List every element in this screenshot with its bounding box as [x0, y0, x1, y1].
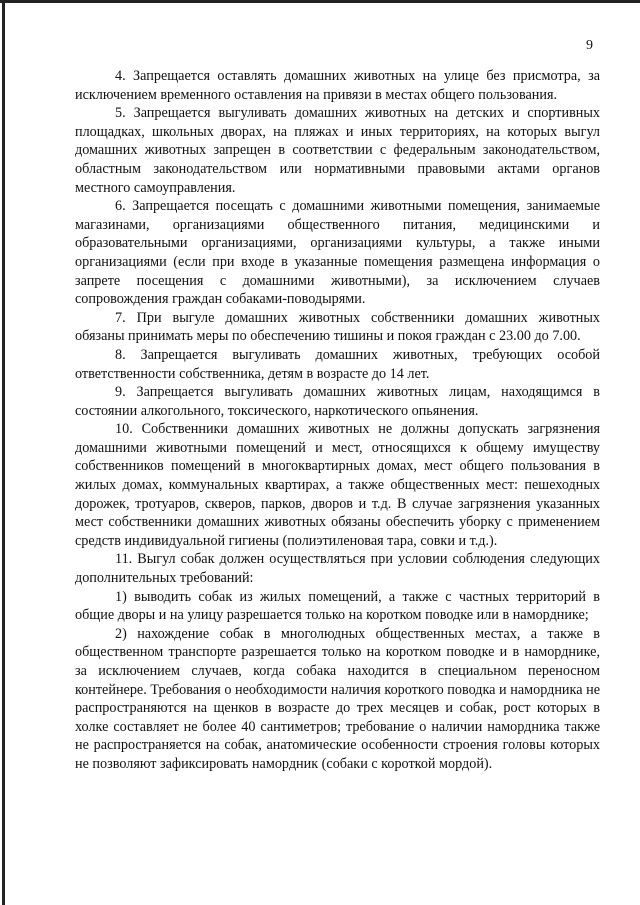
- paragraph-10: 10. Собственники домашних животных не должны допускать загрязнения домашними животными помещений и мест, относящихся к общему имуществу собственников помещений в многоквартирных домах, мест общего пользования в жилых домах, коммунальных квартирах, а также общественных мест: пешеходных дорожек, тротуаров, скверов, парков, дворов и т.д. В случае загрязнения указанных мест собственники домашних животных обязаны обеспечить уборку с применением средств индивидуальной гигиены (полиэтиленовая тара, совки и т.д.).: [75, 421, 600, 549]
- paragraph-6: 6. Запрещается посещать с домашними животными помещения, занимаемые магазинами, организациями общественного питания, медицинскими и образовательными организациями, организациями культуры, а также иными организациями (если при входе в указанные помещения размещена информация о запрете посещения с домашними животными), за исключением случаев сопровождения граждан собаками-поводырями.: [75, 198, 600, 308]
- document-body: [75, 67, 600, 774]
- scan-top-border: [0, 0, 640, 3]
- scan-left-border: [2, 0, 5, 905]
- subitem-1: 1) выводить собак из жилых помещений, а также с частных территорий в общие дворы и на улицу разрешается только на коротком поводке или в наморднике;: [75, 588, 600, 624]
- paragraph-5: 5. Запрещается выгуливать домашних животных на детских и спортивных площадках, школьных дворах, на пляжах и иных территориях, на которых выгул домашних животных запрещен в соответствии с федеральным законодательством, областным законодательством или нормативными правовыми актами органов местного самоуправления.: [75, 105, 600, 196]
- paragraph-9: 9. Запрещается выгуливать домашних животных лицам, находящимся в состоянии алкогольного, токсического, наркотического опьянения.: [75, 384, 600, 419]
- page-number: 9: [586, 38, 593, 53]
- subitem-2: 2) нахождение собак в многолюдных общественных местах, а также в общественном транспорте разрешается только на коротком поводке и в наморднике, за исключением случаев, когда собака находится в специальном переносном контейнере. Требования о необходимости наличия короткого поводка и намордника не распространяются на щенков в возрасте до трех месяцев и собак, рост которых в холке составляет не более 40 сантиметров; требование о наличии намордника также не распространяется на собак, анатомические особенности строения головы которых не позволяют зафиксировать намордник (собаки с короткой мордой).: [75, 625, 600, 772]
- paragraph-8: 8. Запрещается выгуливать домашних животных, требующих особой ответственности собственника, детям в возрасте до 14 лет.: [75, 346, 600, 382]
- paragraph-7: 7. При выгуле домашних животных собственники домашних животных обязаны принимать меры по обеспечению тишины и покоя граждан с 23.00 до 7.00.: [75, 309, 600, 345]
- paragraph-11: 11. Выгул собак должен осуществляться при условии соблюдения следующих дополнительных требований:: [75, 551, 600, 587]
- paragraph-4: 4. Запрещается оставлять домашних животных на улице без присмотра, за исключением временного оставления на привязи в местах общего пользования.: [75, 68, 600, 103]
